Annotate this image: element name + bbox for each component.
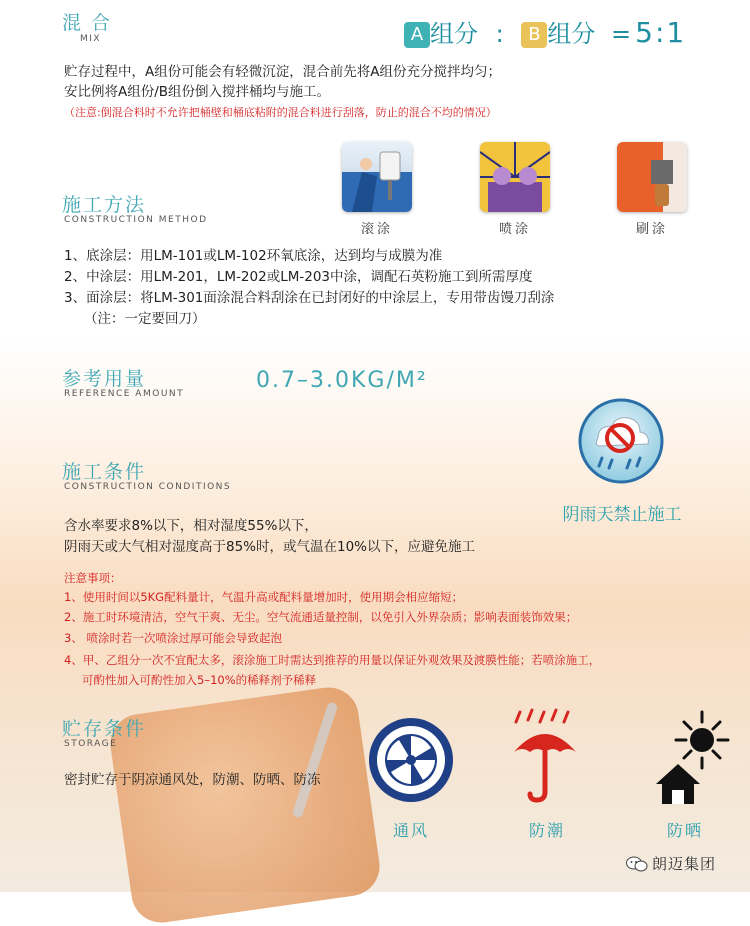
notes-title: 注意事项：	[64, 571, 122, 585]
paint-roller-image	[107, 684, 384, 926]
brush-painting-icon	[617, 142, 687, 212]
method-step-1: 1、底涂层：用LM-101或LM-102环氧底涂，达到均与成膜为准	[64, 248, 443, 264]
note-3: 3、 喷涂时若一次喷涂过厚可能会导致起泡	[64, 631, 282, 645]
mix-note: （注意:倒混合料时不允许把桶壁和桶底粘附的混合料进行刮落，防止的混合不均的情况）	[64, 106, 497, 119]
no-rain-icon	[578, 398, 664, 484]
b-badge: B	[521, 22, 547, 48]
method-label-roll: 滚涂	[360, 222, 393, 237]
a-badge: A	[404, 22, 430, 48]
mix-line-2: 安比例将A组份/B组份倒入搅拌桶均与施工。	[64, 84, 331, 100]
umbrella-moisture-icon	[510, 708, 580, 804]
note-1: 1、使用时间以5KG配料量计，气温升高或配料量增加时，使用期会相应缩短；	[64, 590, 464, 604]
wechat-icon	[626, 856, 648, 872]
mix-title: 混 合	[62, 12, 113, 34]
conditions-title-en: CONSTRUCTION CONDITIONS	[64, 482, 232, 492]
ratio-colon: :	[495, 20, 504, 48]
method-label-brush: 刷涂	[635, 222, 668, 237]
method-title: 施工方法	[62, 194, 147, 216]
brand-name: 朗迈集团	[652, 855, 717, 873]
spray-painting-icon	[480, 142, 550, 212]
b-label: 组分	[547, 20, 596, 48]
method-step-3: 3、面涂层：将LM-301面涂混合料刮涂在已封闭好的中涂层上，专用带齿馒刀刮涂	[64, 290, 555, 306]
note-4: 4、甲、乙组分一次不宜配太多，滚涂施工时需达到推荐的用量以保证外观效果及渡膜性能；若喷涂施工，	[64, 653, 601, 667]
roller-painting-icon	[342, 142, 412, 212]
method-label-spray: 喷涂	[498, 222, 531, 237]
storage-text: 密封贮存于阴凉通风处，防潮、防晒、防冻	[64, 772, 321, 788]
ratio-equals: =	[611, 20, 632, 48]
no-rain-label: 阴雨天禁止施工	[562, 505, 682, 525]
amount-title: 参考用量	[62, 368, 147, 390]
mix-line-1: 贮存过程中，A组份可能会有轻微沉淀，混合前先将A组份充分搅拌均匀；	[64, 64, 501, 80]
amount-title-en: REFERENCE AMOUNT	[64, 389, 185, 399]
storage-label-ventilation: 通风	[392, 821, 429, 840]
conditions-line-1: 含水率要求8%以下，相对湿度55%以下，	[64, 518, 318, 534]
mix-ratio	[404, 14, 686, 49]
storage-title: 贮存条件	[62, 718, 147, 740]
amount-value: 0.7–3.0KG/M²	[256, 368, 428, 393]
method-step-2: 2、中涂层：用LM-201，LM-202或LM-203中涂，调配石英粉施工到所需厚度	[64, 269, 533, 285]
storage-label-sun: 防晒	[666, 821, 703, 840]
conditions-title: 施工条件	[62, 461, 147, 483]
note-4-cont: 可酌性加入可酌性加入5–10%的稀释剂予稀释	[82, 673, 317, 687]
sun-protection-icon	[650, 710, 730, 806]
mix-title-en: MIX	[80, 34, 102, 44]
ventilation-icon	[367, 716, 455, 804]
a-label: 组分	[430, 20, 478, 48]
conditions-line-2: 阴雨天或大气相对湿度高于85%时，或气温在10%以下，应避免施工	[64, 539, 476, 555]
method-title-en: CONSTRUCTION METHOD	[64, 215, 208, 225]
note-2: 2、施工时环境清洁，空气干爽、无尘。空气流通适量控制，以免引入外界杂质；影响表面装饰效果；	[64, 610, 578, 624]
storage-label-moisture: 防潮	[528, 821, 565, 840]
storage-title-en: STORAGE	[64, 739, 118, 749]
ratio-value: 5:1	[635, 16, 687, 49]
method-step-note: （注：一定要回刀）	[84, 311, 206, 327]
